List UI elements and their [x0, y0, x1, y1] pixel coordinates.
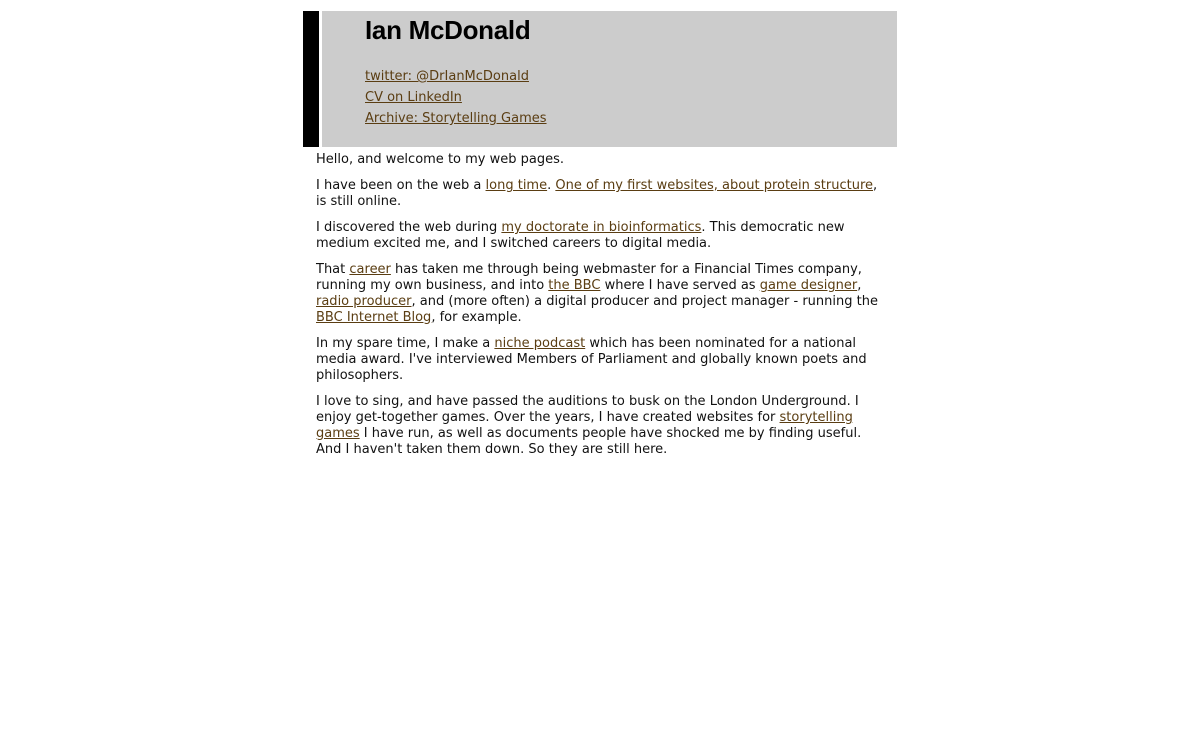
archive-storytelling-games-link[interactable]: Archive: Storytelling Games	[365, 111, 547, 126]
header-link-item	[365, 111, 547, 132]
welcome-paragraph: Hello, and welcome to my web pages.	[316, 152, 565, 167]
header-banner	[303, 11, 897, 147]
header-links	[365, 69, 547, 132]
text-span: has taken me through being webmaster for a Financial Times company, running my own business, and into	[316, 262, 862, 293]
page	[303, 11, 897, 468]
text-span: , is still online.	[316, 178, 878, 209]
doctorate-link[interactable]: my doctorate in bioinformatics	[501, 220, 702, 235]
text-span: In my spare time, I make a	[316, 336, 495, 351]
text-span: which has been nominated for a national media award. I've interviewed Members of Parliament and globally known poets and philosophers.	[316, 336, 867, 383]
career-link[interactable]: career	[349, 262, 391, 277]
twitter-link[interactable]: twitter: @DrIanMcDonald	[365, 69, 529, 84]
text-span: I have been on the web a	[316, 178, 486, 193]
text-span: I have run, as well as documents people have shocked me by finding useful. And I haven't taken them down. So they are still here.	[316, 426, 862, 457]
game-designer-link[interactable]: game designer	[759, 278, 858, 293]
bbc-link[interactable]: the BBC	[548, 278, 601, 293]
header-divider	[319, 11, 322, 147]
main-content	[303, 147, 899, 458]
text-span: I love to sing, and have passed the auditions to busk on the London Underground. I enjoy get-together games. Over the years, I have created websites for	[316, 394, 859, 425]
long-time-link[interactable]: long time	[485, 178, 548, 193]
bbc-internet-blog-link[interactable]: BBC Internet Blog	[316, 310, 432, 325]
career-paragraph	[316, 262, 886, 326]
header-link-item	[365, 90, 547, 111]
web-history-paragraph	[316, 178, 886, 210]
text-span: That	[316, 262, 350, 277]
games-paragraph	[316, 394, 886, 458]
doctorate-paragraph	[316, 220, 886, 252]
text-span: , and (more often) a digital producer and project manager - running the	[411, 294, 878, 309]
storytelling-games-link[interactable]: storytelling games	[316, 410, 853, 441]
text-span: . This democratic new medium excited me, and I switched careers to digital media.	[316, 220, 845, 251]
text-span: I discovered the web during	[316, 220, 502, 235]
header-link-item	[365, 69, 547, 90]
podcast-paragraph	[316, 336, 886, 384]
text-span: ,	[857, 278, 862, 293]
linkedin-cv-link[interactable]: CV on LinkedIn	[365, 90, 462, 105]
protein-structure-website-link[interactable]: One of my first websites, about protein structure	[555, 178, 874, 193]
niche-podcast-link[interactable]: niche podcast	[494, 336, 586, 351]
radio-producer-link[interactable]: radio producer	[316, 294, 412, 309]
text-span: , for example.	[431, 310, 522, 325]
text-span: .	[547, 178, 556, 193]
text-span: where I have served as	[600, 278, 760, 293]
site-title: Ian McDonald	[365, 15, 531, 45]
